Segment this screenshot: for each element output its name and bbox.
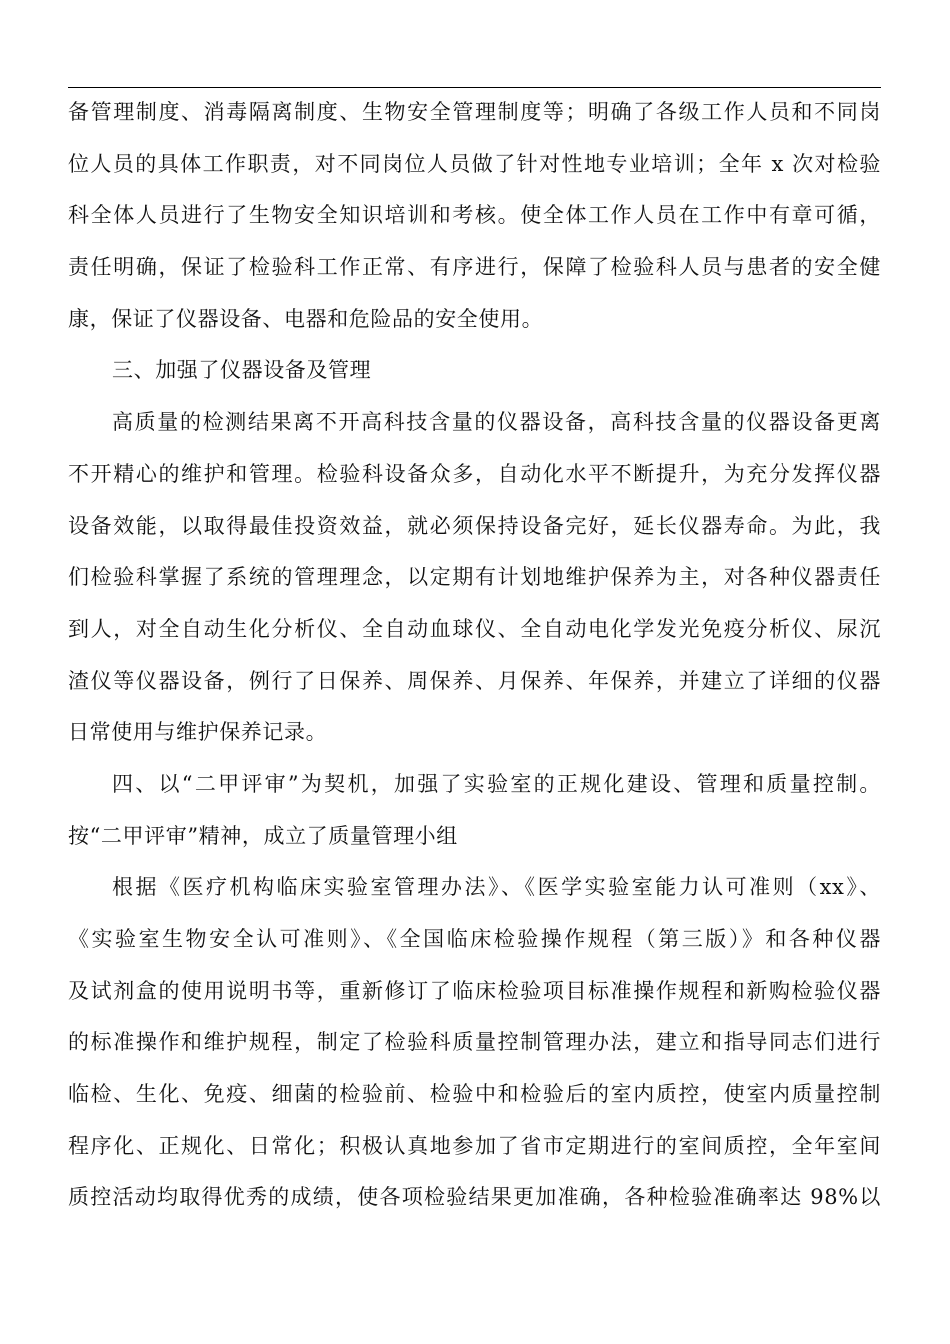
text-line: 高质量的检测结果离不开高科技含量的仪器设备，高科技含量的仪器设备更离 (112, 410, 881, 435)
text-line: 康，保证了仪器设备、电器和危险品的安全使用。 (68, 306, 544, 331)
text-line: 责任明确，保证了检验科工作正常、有序进行，保障了检验科人员与患者的安全健 (68, 255, 881, 280)
text-line: 们检验科掌握了系统的管理理念，以定期有计划地维护保养为主，对各种仪器责任 (68, 565, 881, 590)
section-heading-4: 四、以“二甲评审”为契机，加强了实验室的正规化建设、管理和质量控制。 (112, 771, 881, 796)
text-line: 按“二甲评审”精神，成立了质量管理小组 (68, 823, 458, 848)
text-line: 临检、生化、免疫、细菌的检验前、检验中和检验后的室内质控，使室内质量控制 (68, 1082, 881, 1107)
text-line: 及试剂盒的使用说明书等，重新修订了临床检验项目标准操作规程和新购检验仪器 (68, 978, 881, 1003)
text-line: 备管理制度、消毒隔离制度、生物安全管理制度等；明确了各级工作人员和不同岗 (68, 100, 881, 124)
document-body (68, 92, 881, 1229)
text-line: 渣仪等仪器设备，例行了日保养、周保养、月保养、年保养，并建立了详细的仪器 (68, 668, 881, 693)
text-line: 《实验室生物安全认可准则》、《全国临床检验操作规程（第三版）》和各种仪器 (68, 927, 881, 951)
text-line: 到人，对全自动生化分析仪、全自动血球仪、全自动电化学发光免疫分析仪、尿沉 (68, 616, 881, 641)
text-line: 质控活动均取得优秀的成绩，使各项检验结果更加准确，各种检验准确率达 98%以 (68, 1185, 881, 1210)
text-line: 根据《医疗机构临床实验室管理办法》、《医学实验室能力认可准则（xx》、 (112, 875, 881, 900)
section-heading-3: 三、加强了仪器设备及管理 (112, 358, 372, 383)
text-line: 科全体人员进行了生物安全知识培训和考核。使全体工作人员在工作中有章可循， (68, 203, 881, 228)
text-line: 位人员的具体工作职责，对不同岗位人员做了针对性地专业培训；全年 x 次对检验 (68, 151, 881, 176)
text-line: 日常使用与维护保养记录。 (68, 720, 328, 745)
text-line: 程序化、正规化、日常化；积极认真地参加了省市定期进行的室间质控，全年室间 (68, 1133, 881, 1158)
header-rule (68, 87, 881, 88)
text-line: 设备效能，以取得最佳投资效益，就必须保持设备完好，延长仪器寿命。为此，我 (68, 513, 881, 538)
text-line: 的标准操作和维护规程，制定了检验科质量控制管理办法，建立和指导同志们进行 (68, 1030, 881, 1055)
text-line: 不开精心的维护和管理。检验科设备众多，自动化水平不断提升，为充分发挥仪器 (68, 461, 881, 486)
